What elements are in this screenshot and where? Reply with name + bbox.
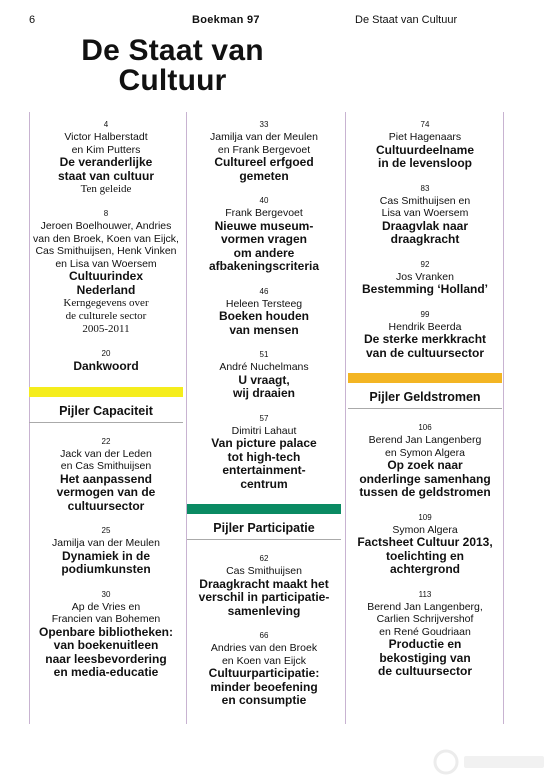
entry-title: bekostiging van	[379, 650, 471, 665]
entry-title: vermogen van de	[56, 485, 156, 499]
entry-subtitle: Ten geleide	[80, 183, 132, 195]
entry-author: Hendrik Beerda	[388, 320, 462, 333]
entry-title: in de levensloop	[377, 156, 473, 170]
entry-title: staat van cultuur	[57, 168, 155, 183]
entry-title: Cultuurdeelname	[375, 142, 474, 157]
entry-page: 20	[101, 349, 111, 358]
section-name: De Staat van Cultuur	[355, 14, 458, 26]
entry-author: Carlien Schrijvershof	[376, 613, 474, 625]
entry-page: 25	[101, 526, 111, 535]
entry-author: Francien van Bohemen	[51, 613, 161, 625]
entry-author: en Cas Smithuijsen	[60, 460, 152, 472]
entry-author: Jamilja van der Meulen	[210, 131, 318, 143]
magazine-name: Boekman 97	[192, 14, 260, 26]
entry-title: Draagkracht maakt het	[199, 576, 329, 591]
entry-subtitle: 2005-2011	[82, 323, 130, 335]
pillar-participatie	[187, 504, 341, 540]
entry-title: entertainment-	[222, 463, 306, 477]
entry-page: 83	[420, 183, 430, 193]
entry-page: 22	[101, 436, 111, 446]
entry-page: 46	[259, 286, 269, 296]
entry-title: vormen vragen	[220, 232, 308, 246]
pillar-color-bar	[187, 504, 341, 514]
entry-title: achtergrond	[389, 562, 460, 576]
toc-entry[interactable]	[348, 513, 502, 577]
entry-subtitle: Kerngegevens over	[63, 297, 149, 309]
entry-author: Victor Halberstadt	[64, 131, 148, 143]
entry-author: Symon Algera	[392, 523, 458, 536]
toc-entry[interactable]	[348, 423, 502, 500]
entry-author: Piet Hagenaars	[388, 131, 462, 143]
entry-page: 66	[259, 631, 269, 640]
toc-entry[interactable]	[29, 209, 183, 336]
entry-author: en Symon Algera	[385, 446, 465, 459]
column-divider	[503, 112, 504, 724]
entry-page: 99	[420, 309, 430, 319]
entry-title: afbakeningscriteria	[208, 259, 320, 273]
pillar-capaciteit	[29, 387, 183, 423]
toc-entry[interactable]	[187, 350, 341, 401]
toc-column-3	[348, 120, 502, 692]
toc-entry[interactable]	[348, 184, 502, 247]
toc-entry[interactable]	[29, 437, 183, 514]
entry-author: Heleen Tersteeg	[225, 297, 303, 310]
entry-title: samenleving	[227, 603, 301, 618]
entry-title: centrum	[240, 476, 288, 491]
entry-title: Nederland	[76, 282, 136, 297]
entry-title: Openbare bibliotheken:	[38, 624, 173, 639]
entry-author: Berend Jan Langenberg	[368, 434, 482, 446]
entry-page: 40	[259, 196, 269, 205]
entry-title: Boeken houden	[218, 309, 309, 323]
entry-author: en René Goudriaan	[379, 625, 471, 638]
pillar-heading: Pijler Geldstromen	[348, 383, 502, 409]
page-title-line: De Staat van	[81, 34, 264, 67]
entry-author: Dimitri Lahaut	[231, 424, 297, 437]
entry-title: podiumkunsten	[61, 562, 151, 576]
entry-page: 106	[418, 423, 432, 432]
entry-title: Nieuwe museum-	[214, 218, 314, 233]
entry-author: en Koen van Eijck	[221, 654, 307, 667]
entry-title: van de cultuursector	[365, 345, 485, 360]
toc-entry[interactable]	[348, 260, 502, 297]
entry-title: van boekenuitleen	[53, 638, 159, 652]
pillar-color-bar	[29, 387, 183, 397]
pillar-geldstromen	[348, 373, 502, 409]
page-title	[0, 36, 345, 96]
page-title-line: Cultuur	[118, 64, 227, 97]
entry-author: Jamilja van der Meulen	[52, 537, 160, 549]
entry-title: Dankwoord	[73, 359, 139, 373]
toc-entry[interactable]	[348, 590, 502, 679]
toc-entry[interactable]	[29, 590, 183, 680]
entry-author: Cas Smithuijsen, Henk Vinken	[35, 245, 177, 257]
toc-entry[interactable]	[187, 287, 341, 338]
entry-title: Draagvlak naar	[381, 218, 469, 233]
toc-entry[interactable]	[187, 196, 341, 274]
entry-title: gemeten	[239, 168, 289, 183]
entry-page: 74	[420, 120, 430, 129]
entry-page: 62	[259, 554, 269, 563]
entry-title: Op zoek naar	[387, 458, 463, 472]
entry-title: De sterke merkkracht	[363, 332, 487, 346]
pillar-color-bar	[348, 373, 502, 383]
toc-entry[interactable]	[348, 120, 502, 171]
pillar-heading: Pijler Participatie	[187, 514, 341, 540]
entry-title: toelichting en	[386, 548, 464, 563]
entry-author: Jos Vranken	[396, 270, 454, 283]
entry-author: André Nuchelmans	[219, 361, 309, 373]
entry-title: cultuursector	[67, 498, 145, 513]
watermark-logo	[430, 746, 550, 777]
entry-title: Het aanpassend	[59, 471, 153, 486]
entry-title: tussen de geldstromen	[359, 485, 491, 499]
entry-page: 8	[103, 209, 109, 218]
entry-title: minder beoefening	[210, 679, 318, 694]
entry-title: en media-educatie	[53, 665, 159, 679]
entry-title: en consumptie	[221, 693, 307, 707]
entry-page: 109	[418, 512, 432, 522]
entry-page: 113	[418, 589, 432, 599]
entry-title: Bestemming ‘Holland’	[361, 282, 489, 296]
entry-title: verschil in participatie-	[198, 590, 330, 604]
entry-title: Cultuurparticipatie:	[208, 666, 320, 680]
entry-author: Jeroen Boelhouwer, Andries	[40, 220, 172, 232]
toc-entry[interactable]	[187, 120, 341, 183]
entry-author: Berend Jan Langenberg,	[367, 600, 483, 613]
entry-author: Ap de Vries en	[71, 600, 141, 613]
entry-title: U vraagt,	[238, 372, 290, 387]
toc-entry[interactable]	[348, 310, 502, 361]
entry-page: 33	[259, 120, 269, 129]
entry-page: 92	[420, 259, 430, 269]
entry-page: 51	[259, 350, 269, 359]
entry-title: van mensen	[229, 322, 299, 337]
entry-author: en Frank Bergevoet	[217, 143, 311, 156]
entry-title: Dynamiek in de	[61, 548, 151, 563]
toc-entry[interactable]	[187, 631, 341, 708]
entry-author: van den Broek, Koen van Eijck,	[33, 232, 179, 245]
entry-title: onderlinge samenhang	[359, 471, 491, 486]
entry-author: en Lisa van Woersem	[55, 257, 157, 270]
entry-author: Lisa van Woersem	[381, 207, 469, 219]
entry-title: om andere	[233, 245, 295, 260]
toc-entry[interactable]	[29, 526, 183, 577]
entry-page: 4	[103, 120, 109, 129]
page-number: 6	[29, 14, 36, 26]
entry-author: Frank Bergevoet	[225, 207, 303, 219]
toc-entry[interactable]	[29, 349, 183, 374]
entry-author: Jack van der Leden	[60, 447, 152, 460]
toc-entry[interactable]	[29, 120, 183, 196]
entry-author: Cas Smithuijsen en	[379, 194, 471, 207]
entry-title: de cultuursector	[377, 664, 473, 678]
toc-entry[interactable]	[187, 554, 341, 618]
entry-title: Productie en	[388, 637, 462, 651]
toc-column-2	[187, 120, 341, 721]
entry-title: De veranderlijke	[59, 155, 153, 169]
entry-title: Factsheet Cultuur 2013,	[357, 535, 493, 549]
entry-title: draagkracht	[390, 232, 460, 246]
entry-title: Van picture palace	[211, 436, 317, 450]
pillar-heading: Pijler Capaciteit	[29, 397, 183, 423]
entry-title: Cultureel erfgoed	[214, 155, 314, 169]
toc-entry[interactable]	[187, 414, 341, 492]
entry-title: naar leesbevordering	[45, 651, 167, 666]
entry-page: 57	[259, 413, 269, 423]
entry-author: en Kim Putters	[71, 143, 141, 156]
entry-page: 30	[101, 589, 111, 599]
entry-title: tot high-tech	[227, 449, 301, 464]
toc-column-1	[29, 120, 183, 693]
entry-author: Andries van den Broek	[210, 642, 318, 654]
entry-author: Cas Smithuijsen	[226, 565, 302, 577]
column-divider	[345, 112, 346, 724]
entry-title: wij draaien	[232, 386, 296, 400]
entry-title: Cultuurindex	[69, 269, 143, 283]
entry-subtitle: de culturele sector	[65, 310, 147, 322]
